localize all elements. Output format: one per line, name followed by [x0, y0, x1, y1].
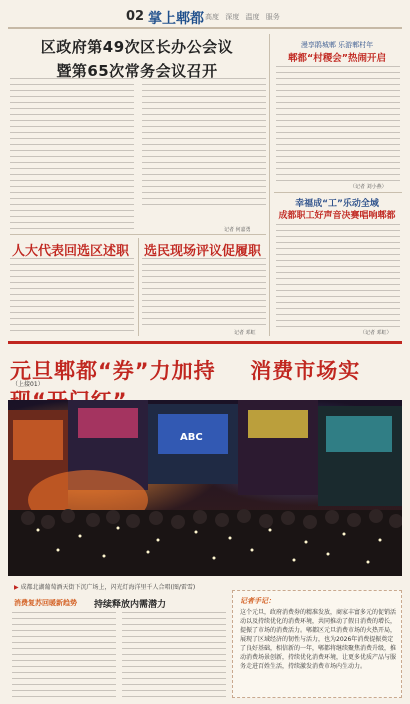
section-tags: [205, 12, 280, 22]
bottom-body-col1: [12, 612, 116, 700]
photo-sign-text: ABC: [180, 432, 203, 443]
banner-subtitle: （上接01）: [12, 381, 44, 388]
event-photo-illustration: [8, 400, 402, 576]
tag-service: 服务: [265, 13, 280, 21]
right-story2-author: （记者 邓虹）: [360, 330, 392, 336]
bottom-section-tag: 消费复苏回暖新趋势: [14, 599, 77, 607]
caption-marker-icon: ▶: [14, 584, 19, 591]
column-rule-left: [138, 238, 139, 336]
lead-headline: [8, 36, 266, 81]
lead-headline-line1: 区政府第49次区长办公会议: [40, 38, 234, 56]
lead-body-col2: [142, 78, 266, 208]
photo-caption: [14, 582, 195, 591]
masthead: [0, 0, 410, 28]
divider-right: [274, 192, 402, 193]
right-story1-kicker: 漫享鹃城郫 乐游郫村年: [300, 41, 374, 49]
page-number: 02: [126, 9, 145, 24]
event-photo: [8, 400, 402, 576]
photo-caption-text: 成都北湖葡萄酒天街下沉广场上，闪光灯海洋里千人合唱(图/雷雪): [20, 584, 196, 591]
tag-height: 高度: [205, 13, 219, 21]
right-story2-headline-line1: 幸福成“工”乐动全域: [295, 199, 379, 209]
story-mid-headline: 选民现场评议促履职: [144, 244, 262, 259]
banner-title-part1: 元旦郫都“券”力加持: [10, 359, 216, 383]
right-story2-body: [276, 224, 400, 328]
bottom-body-col2: [122, 612, 226, 700]
lead-headline-line2: 暨第65次常务会议召开: [56, 62, 218, 80]
right-story1-body: [276, 66, 400, 186]
banner-title-part2: 消费市场实: [250, 359, 361, 383]
right-story1-headline: 郫都“村稷会”热闹开启: [288, 53, 386, 64]
lead-author: 记者 何嘉勇: [224, 227, 251, 233]
right-story1-author: （记者 刘小燕）: [350, 184, 387, 190]
lead-body-col1: [10, 78, 134, 230]
tag-depth: 深度: [225, 13, 240, 21]
masthead-rule: [8, 27, 402, 29]
reporter-note-text: 这个元旦，政府消费券的精准发放，商家丰富多元的促销活动以及持续优化的消费环境，共同推动了假日消费的增长，提振了市场的消费活力。郫都区元旦消费市场的火热开局，展现了区域经济的韧性与活力，也为2026年消费提振奠定了良好基础，相信新的一年，郫都将继续聚焦消费升级，推动消费场景创新，持续优化消费环境，让更多优质产品与服务走进百姓生活，持续激发消费市场内生动力。: [240, 609, 397, 670]
story-mid-body: [142, 258, 266, 328]
column-rule-right: [269, 34, 270, 336]
bottom-headline: 持续释放内需潜力: [94, 600, 167, 610]
divider-left-mid: [10, 234, 266, 235]
right-story2-headline-line2: 成都职工好声音决赛唱响郫都: [278, 211, 396, 221]
story-left-body: [10, 258, 134, 336]
story-mid-author: 记者 邓虹: [234, 330, 256, 336]
story-left-headline: 人大代表回选区述职: [12, 244, 130, 259]
section-title: 掌上郫都: [148, 11, 204, 27]
reporter-note-title: 记者手记：: [240, 597, 275, 605]
tag-warmth: 温度: [245, 13, 260, 21]
banner-rule: [8, 341, 402, 344]
